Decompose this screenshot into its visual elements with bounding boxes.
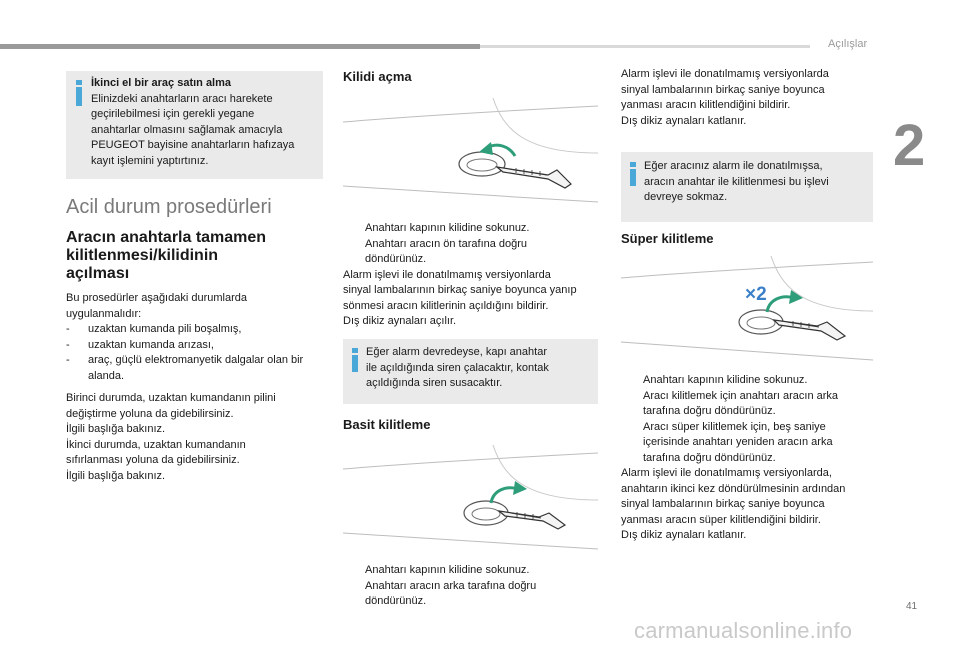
list-item: - araç, güçlü elektromanyetik dalgalar olan bir alanda. bbox=[66, 354, 304, 382]
lock-after-text: Alarm işlevi ile donatılmamış versiyonlarda sinyal lambalarının birkaç saniye boyunca yanması aracın kilitlendiğini bildirir. Dış dikiz aynaları katlanır. bbox=[621, 68, 829, 127]
lock-illustration bbox=[343, 445, 598, 557]
info-icon bbox=[76, 80, 82, 106]
list-item: - uzaktan kumanda arızası, bbox=[66, 338, 326, 354]
step-item: Anahtarı kapının kilidine sokunuz. bbox=[643, 374, 808, 386]
note-body bbox=[91, 92, 319, 170]
super-lock-steps: Anahtarı kapının kilidine sokunuz. Aracı kilitlemek için anahtarı aracın arka tarafına doğru döndürünüz. Aracı süper kilitlemek için, beş saniye içerisinde anahtarı yeniden aracın arka tarafına doğru döndürünüz. Alarm işlevi ile donatılmamış versiyonlarda, anahtarın ikinci kez döndürülmesinin ardından sinyal lambalarının birkaç saniye boyunca yanması aracın süper kilitlendiğini bildirir. Dış dikiz aynaları katlanır. bbox=[621, 373, 881, 544]
step-item: Anahtarı aracın ön tarafına doğru döndürünüz. bbox=[365, 237, 528, 265]
list-marker: - bbox=[66, 338, 70, 351]
top-rule-dark bbox=[0, 44, 480, 49]
info-icon bbox=[630, 162, 636, 186]
watermark: carmanualsonline.info bbox=[634, 618, 853, 643]
top-rule-light bbox=[480, 45, 810, 48]
section-label: Açılışlar bbox=[828, 38, 868, 50]
sub-title-line: Aracın anahtarla tamamen bbox=[66, 229, 267, 246]
paragraph-alternatives: Birinci durumda, uzaktan kumandanın pilini değiştirme yoluna da gidebilirsiniz. İlgili başlığa bakınız. İkinci durumda, uzaktan kumandanın sıfırlanması yoluna da gidebilirsiniz. İlgili başlığa bakınız. bbox=[66, 392, 276, 482]
list-marker: - bbox=[66, 323, 70, 335]
info-icon bbox=[352, 348, 358, 372]
intro-line: uygulanmalıdır: bbox=[66, 307, 142, 320]
chapter-number: 2 bbox=[893, 113, 926, 178]
note-alarm-lock: Eğer aracınız alarm ile donatılmışsa, aracın anahtar ile kilitlenmesi bu işlevi devreye sokmaz. bbox=[644, 160, 829, 203]
step-item: Aracı süper kilitlemek için, beş saniye içerisinde anahtarı yeniden aracın arka tarafına doğru döndürünüz. bbox=[643, 420, 833, 464]
step-item: Aracı kilitlemek için anahtarı aracın arka tarafına doğru döndürünüz. bbox=[643, 389, 839, 417]
step-item: Anahtarı kapının kilidine sokunuz. bbox=[365, 564, 530, 576]
note-line: anahtarlar olmasını sağlamak amacıyla bbox=[91, 123, 283, 136]
note-title: İkinci el bir araç satın alma bbox=[91, 77, 232, 89]
note-alarm: Eğer alarm devredeyse, kapı anahtar ile açıldığında siren çalacaktır, kontak açıldığında siren susacaktır. bbox=[366, 346, 549, 389]
lock-steps bbox=[343, 563, 603, 610]
section-title-lock: Basit kilitleme bbox=[343, 417, 431, 432]
note-line: Elinizdeki anahtarların aracı harekete bbox=[91, 92, 273, 105]
sub-title bbox=[66, 229, 266, 283]
section-title-super-lock: Süper kilitleme bbox=[621, 231, 714, 246]
section-title-unlock: Kilidi açma bbox=[343, 69, 412, 84]
super-lock-illustration bbox=[621, 256, 873, 368]
note-used-car bbox=[91, 76, 319, 169]
unlock-steps: Anahtarı kapının kilidine sokunuz. Anahtarı aracın ön tarafına doğru döndürünüz. Alarm işlevi ile donatılmamış versiyonlarda sinyal lambalarının birkaç saniye boyunca yanıp sönmesi aracın kilitlerinin açıldığını bildirir. Dış dikiz aynaları açılır. bbox=[343, 221, 603, 330]
page-number: 41 bbox=[906, 601, 918, 612]
note-line: kayıt işlemini yaptırtınız. bbox=[91, 154, 209, 167]
list-item: - uzaktan kumanda pili boşalmış, bbox=[66, 322, 326, 338]
intro-line: Bu prosedürler aşağıdaki durumlarda bbox=[66, 292, 247, 304]
step-item: Anahtarı aracın arka tarafına doğru döndürünüz. bbox=[365, 579, 537, 607]
note-line: PEUGEOT bayisine anahtarların hafızaya bbox=[91, 139, 295, 151]
main-title: Acil durum prosedürleri bbox=[66, 196, 272, 218]
sub-title-line: açılması bbox=[66, 265, 130, 282]
note-line: geçirilebilmesi için gerekli yegane bbox=[91, 108, 255, 120]
intro-text bbox=[66, 291, 326, 384]
repeat-twice-label: ×2 bbox=[745, 284, 767, 305]
step-item: Anahtarı kapının kilidine sokunuz. bbox=[365, 222, 530, 234]
sub-title-line: kilitlenmesi/kilidinin bbox=[66, 247, 219, 264]
list-marker: - bbox=[66, 354, 70, 366]
unlock-illustration bbox=[343, 98, 598, 210]
